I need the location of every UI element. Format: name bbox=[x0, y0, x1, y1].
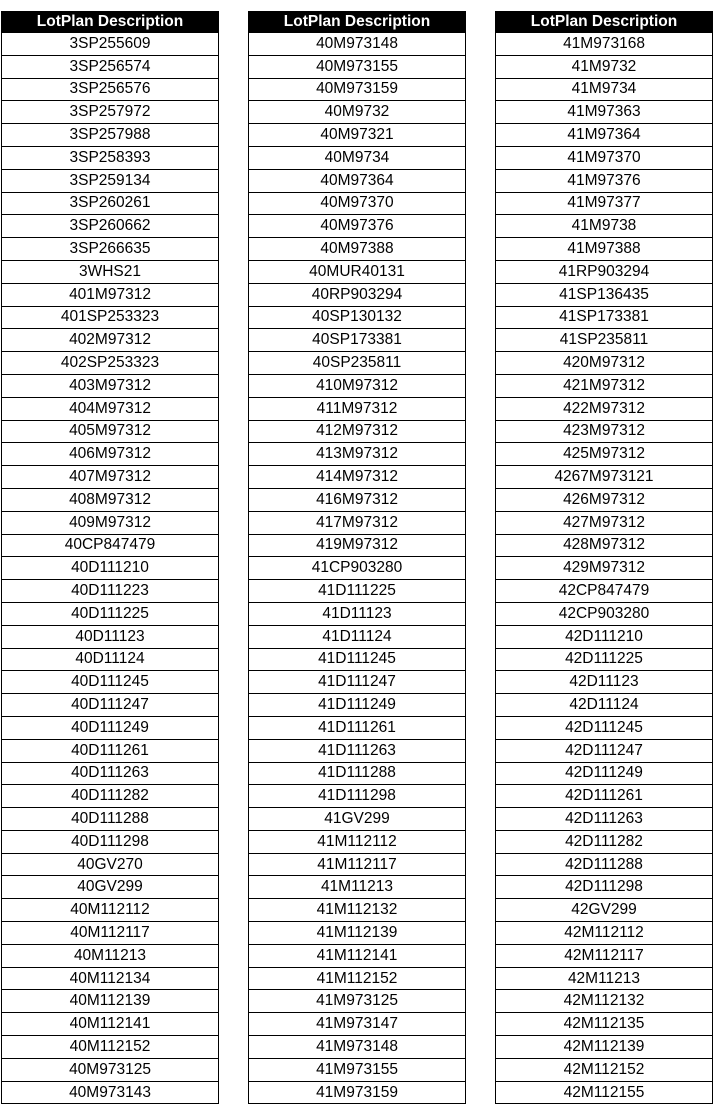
lotplan-cell: 40D111225 bbox=[2, 602, 219, 625]
lotplan-cell: 40CP847479 bbox=[2, 534, 219, 557]
lotplan-cell: 41M97377 bbox=[496, 192, 713, 215]
table-row bbox=[496, 1081, 713, 1104]
lotplan-cell: 41D111247 bbox=[249, 671, 466, 694]
table-row bbox=[249, 488, 466, 511]
table-row bbox=[2, 124, 219, 147]
table-row bbox=[249, 762, 466, 785]
table-row bbox=[496, 192, 713, 215]
table-row bbox=[2, 1058, 219, 1081]
table-row bbox=[496, 762, 713, 785]
table-row bbox=[496, 55, 713, 78]
table-row bbox=[496, 876, 713, 899]
lotplan-cell: 3SP260261 bbox=[2, 192, 219, 215]
table-row bbox=[2, 146, 219, 169]
lotplan-cell: 414M97312 bbox=[249, 466, 466, 489]
table-row bbox=[2, 1013, 219, 1036]
lotplan-cell: 42M112155 bbox=[496, 1081, 713, 1104]
lotplan-cell: 41M112152 bbox=[249, 967, 466, 990]
lotplan-cell: 41M97364 bbox=[496, 124, 713, 147]
table-row bbox=[249, 420, 466, 443]
table-row bbox=[249, 443, 466, 466]
lotplan-cell: 412M97312 bbox=[249, 420, 466, 443]
lotplan-cell: 409M97312 bbox=[2, 511, 219, 534]
lotplan-cell: 40MUR40131 bbox=[249, 260, 466, 283]
table-row bbox=[2, 580, 219, 603]
table-row bbox=[496, 1058, 713, 1081]
lotplan-table-2 bbox=[248, 11, 466, 1104]
lotplan-cell: 425M97312 bbox=[496, 443, 713, 466]
lotplan-cell: 40M112112 bbox=[2, 899, 219, 922]
table-row bbox=[249, 1013, 466, 1036]
table-row bbox=[249, 1036, 466, 1059]
lotplan-cell: 40M973143 bbox=[2, 1081, 219, 1104]
table-row bbox=[496, 283, 713, 306]
lotplan-cell: 40D111298 bbox=[2, 830, 219, 853]
table-row bbox=[2, 78, 219, 101]
table-row bbox=[2, 283, 219, 306]
lotplan-cell: 41M9738 bbox=[496, 215, 713, 238]
lotplan-cell: 41M112112 bbox=[249, 830, 466, 853]
lotplan-cell: 40D111210 bbox=[2, 557, 219, 580]
table-row bbox=[2, 260, 219, 283]
table-row bbox=[2, 739, 219, 762]
lotplan-cell: 42D111288 bbox=[496, 853, 713, 876]
lotplan-cell: 41D111249 bbox=[249, 694, 466, 717]
lotplan-cell: 41D11124 bbox=[249, 625, 466, 648]
lotplan-cell: 40M97364 bbox=[249, 169, 466, 192]
lotplan-cell: 41M112132 bbox=[249, 899, 466, 922]
lotplan-cell: 41D111298 bbox=[249, 785, 466, 808]
lotplan-cell: 422M97312 bbox=[496, 397, 713, 420]
table-row bbox=[496, 352, 713, 375]
table-row bbox=[496, 511, 713, 534]
lotplan-cell: 40M9732 bbox=[249, 101, 466, 124]
table-row bbox=[249, 78, 466, 101]
table-header-row bbox=[249, 12, 466, 33]
table-row bbox=[2, 352, 219, 375]
lotplan-cell: 41D111261 bbox=[249, 716, 466, 739]
lotplan-cell: 411M97312 bbox=[249, 397, 466, 420]
lotplan-cell: 42D111225 bbox=[496, 648, 713, 671]
lotplan-cell: 41M97388 bbox=[496, 238, 713, 261]
table-row bbox=[496, 329, 713, 352]
table-row bbox=[496, 739, 713, 762]
lotplan-cell: 42D111263 bbox=[496, 808, 713, 831]
table-row bbox=[496, 967, 713, 990]
lotplan-cell: 408M97312 bbox=[2, 488, 219, 511]
lotplan-cell: 40M97370 bbox=[249, 192, 466, 215]
table-row bbox=[2, 397, 219, 420]
lotplan-cell: 40D111249 bbox=[2, 716, 219, 739]
lotplan-cell: 41CP903280 bbox=[249, 557, 466, 580]
lotplan-table-3 bbox=[495, 11, 713, 1104]
lotplan-cell: 3SP266635 bbox=[2, 238, 219, 261]
lotplan-cell: 41SP136435 bbox=[496, 283, 713, 306]
lotplan-cell: 42D11124 bbox=[496, 694, 713, 717]
table-row bbox=[2, 1081, 219, 1104]
lotplan-cell: 40D11124 bbox=[2, 648, 219, 671]
lotplan-cell: 40M973155 bbox=[249, 55, 466, 78]
table-row bbox=[496, 1036, 713, 1059]
table-row bbox=[496, 488, 713, 511]
lotplan-cell: 407M97312 bbox=[2, 466, 219, 489]
table-row bbox=[2, 944, 219, 967]
lotplan-cell: 40M112139 bbox=[2, 990, 219, 1013]
table-row bbox=[496, 306, 713, 329]
lotplan-cell: 401M97312 bbox=[2, 283, 219, 306]
table-row bbox=[249, 374, 466, 397]
lotplan-cell: 4267M973121 bbox=[496, 466, 713, 489]
table-row bbox=[496, 694, 713, 717]
table-row bbox=[249, 352, 466, 375]
table-row bbox=[496, 830, 713, 853]
column-header: LotPlan Description bbox=[2, 12, 219, 33]
table-row bbox=[496, 671, 713, 694]
lotplan-cell: 3SP257972 bbox=[2, 101, 219, 124]
lotplan-cell: 3WHS21 bbox=[2, 260, 219, 283]
table-row bbox=[496, 260, 713, 283]
table-row bbox=[2, 899, 219, 922]
table-row bbox=[496, 146, 713, 169]
table-row bbox=[249, 124, 466, 147]
table-row bbox=[2, 922, 219, 945]
lotplan-cell: 40M97321 bbox=[249, 124, 466, 147]
lotplan-cell: 401SP253323 bbox=[2, 306, 219, 329]
lotplan-cell: 40M973148 bbox=[249, 33, 466, 56]
lotplan-cell: 40GV270 bbox=[2, 853, 219, 876]
table-row bbox=[249, 169, 466, 192]
lotplan-cell: 40D111245 bbox=[2, 671, 219, 694]
table-row bbox=[496, 922, 713, 945]
lotplan-cell: 416M97312 bbox=[249, 488, 466, 511]
lotplan-cell: 41M973147 bbox=[249, 1013, 466, 1036]
table-row bbox=[2, 443, 219, 466]
lotplan-cell: 41M9734 bbox=[496, 78, 713, 101]
lotplan-cell: 42D111282 bbox=[496, 830, 713, 853]
table-row bbox=[249, 853, 466, 876]
table-row bbox=[2, 1036, 219, 1059]
lotplan-cell: 40D111282 bbox=[2, 785, 219, 808]
lotplan-cell: 41M97370 bbox=[496, 146, 713, 169]
table-row bbox=[249, 580, 466, 603]
column-header: LotPlan Description bbox=[496, 12, 713, 33]
lotplan-cell: 41M973148 bbox=[249, 1036, 466, 1059]
table-row bbox=[249, 739, 466, 762]
table-row bbox=[496, 374, 713, 397]
table-row bbox=[496, 101, 713, 124]
table-row bbox=[2, 534, 219, 557]
lotplan-cell: 406M97312 bbox=[2, 443, 219, 466]
table-row bbox=[496, 534, 713, 557]
table-row bbox=[249, 397, 466, 420]
lotplan-cell: 3SP260662 bbox=[2, 215, 219, 238]
table-row bbox=[496, 397, 713, 420]
table-row bbox=[249, 967, 466, 990]
table-row bbox=[496, 1013, 713, 1036]
table-row bbox=[249, 944, 466, 967]
table-row bbox=[496, 580, 713, 603]
table-row bbox=[249, 306, 466, 329]
table-row bbox=[2, 488, 219, 511]
lotplan-cell: 417M97312 bbox=[249, 511, 466, 534]
table-row bbox=[496, 420, 713, 443]
table-row bbox=[496, 169, 713, 192]
lotplan-cell: 42M11213 bbox=[496, 967, 713, 990]
table-row bbox=[249, 625, 466, 648]
lotplan-cell: 40D111223 bbox=[2, 580, 219, 603]
table-row bbox=[249, 922, 466, 945]
lotplan-cell: 3SP256574 bbox=[2, 55, 219, 78]
table-row bbox=[2, 33, 219, 56]
lotplan-cell: 427M97312 bbox=[496, 511, 713, 534]
table-header-row bbox=[496, 12, 713, 33]
lotplan-cell: 42D111210 bbox=[496, 625, 713, 648]
table-row bbox=[2, 808, 219, 831]
table-row bbox=[2, 602, 219, 625]
table-body bbox=[496, 33, 713, 1104]
table-row bbox=[249, 1058, 466, 1081]
lotplan-cell: 40SP235811 bbox=[249, 352, 466, 375]
lotplan-cell: 41M112141 bbox=[249, 944, 466, 967]
table-row bbox=[496, 990, 713, 1013]
lotplan-cell: 41M112139 bbox=[249, 922, 466, 945]
table-row bbox=[249, 671, 466, 694]
table-row bbox=[2, 625, 219, 648]
table-row bbox=[2, 192, 219, 215]
lotplan-cell: 41D111245 bbox=[249, 648, 466, 671]
table-row bbox=[496, 716, 713, 739]
table-row bbox=[249, 283, 466, 306]
lotplan-cell: 413M97312 bbox=[249, 443, 466, 466]
table-row bbox=[2, 694, 219, 717]
table-row bbox=[2, 671, 219, 694]
lotplan-cell: 42GV299 bbox=[496, 899, 713, 922]
table-row bbox=[249, 329, 466, 352]
table-row bbox=[249, 876, 466, 899]
table-row bbox=[2, 420, 219, 443]
lotplan-cell: 42D11123 bbox=[496, 671, 713, 694]
table-row bbox=[249, 785, 466, 808]
table-row bbox=[2, 557, 219, 580]
table-row bbox=[249, 557, 466, 580]
lotplan-cell: 426M97312 bbox=[496, 488, 713, 511]
lotplan-cell: 429M97312 bbox=[496, 557, 713, 580]
lotplan-cell: 40M97388 bbox=[249, 238, 466, 261]
lotplan-cell: 3SP257988 bbox=[2, 124, 219, 147]
lotplan-cell: 40D111288 bbox=[2, 808, 219, 831]
lotplan-cell: 420M97312 bbox=[496, 352, 713, 375]
lotplan-cell: 40M112134 bbox=[2, 967, 219, 990]
table-row bbox=[496, 78, 713, 101]
table-row bbox=[496, 648, 713, 671]
lotplan-cell: 40SP130132 bbox=[249, 306, 466, 329]
lotplan-cell: 41M97363 bbox=[496, 101, 713, 124]
lotplan-cell: 41M973168 bbox=[496, 33, 713, 56]
table-row bbox=[2, 967, 219, 990]
table-row bbox=[2, 306, 219, 329]
lotplan-cell: 428M97312 bbox=[496, 534, 713, 557]
lotplan-cell: 41M112117 bbox=[249, 853, 466, 876]
lotplan-cell: 402M97312 bbox=[2, 329, 219, 352]
lotplan-cell: 40M97376 bbox=[249, 215, 466, 238]
table-row bbox=[249, 602, 466, 625]
lotplan-cell: 40RP903294 bbox=[249, 283, 466, 306]
lotplan-cell: 41M9732 bbox=[496, 55, 713, 78]
table-row bbox=[2, 648, 219, 671]
lotplan-cell: 41M973159 bbox=[249, 1081, 466, 1104]
lotplan-cell: 42D111298 bbox=[496, 876, 713, 899]
lotplan-cell: 40M9734 bbox=[249, 146, 466, 169]
table-row bbox=[2, 169, 219, 192]
lotplan-cell: 404M97312 bbox=[2, 397, 219, 420]
lotplan-cell: 41SP173381 bbox=[496, 306, 713, 329]
table-row bbox=[249, 534, 466, 557]
table-row bbox=[2, 466, 219, 489]
table-row bbox=[2, 55, 219, 78]
table-row bbox=[249, 1081, 466, 1104]
table-row bbox=[2, 853, 219, 876]
table-row bbox=[496, 238, 713, 261]
lotplan-cell: 3SP255609 bbox=[2, 33, 219, 56]
table-row bbox=[249, 146, 466, 169]
table-row bbox=[249, 511, 466, 534]
lotplan-cell: 40M112117 bbox=[2, 922, 219, 945]
lotplan-cell: 42M112139 bbox=[496, 1036, 713, 1059]
lotplan-cell: 42M112117 bbox=[496, 944, 713, 967]
table-row bbox=[249, 830, 466, 853]
lotplan-cell: 41RP903294 bbox=[496, 260, 713, 283]
lotplan-cell: 41SP235811 bbox=[496, 329, 713, 352]
lotplan-cell: 423M97312 bbox=[496, 420, 713, 443]
table-row bbox=[496, 443, 713, 466]
table-row bbox=[249, 694, 466, 717]
table-row bbox=[496, 808, 713, 831]
table-body bbox=[249, 33, 466, 1104]
lotplan-cell: 42M112135 bbox=[496, 1013, 713, 1036]
table-row bbox=[496, 466, 713, 489]
lotplan-cell: 42D111247 bbox=[496, 739, 713, 762]
table-row bbox=[249, 466, 466, 489]
lotplan-cell: 40M11213 bbox=[2, 944, 219, 967]
lotplan-cell: 40M973159 bbox=[249, 78, 466, 101]
lotplan-cell: 41D111263 bbox=[249, 739, 466, 762]
table-row bbox=[496, 215, 713, 238]
table-row bbox=[496, 785, 713, 808]
table-row bbox=[496, 557, 713, 580]
table-row bbox=[496, 625, 713, 648]
lotplan-cell: 403M97312 bbox=[2, 374, 219, 397]
lotplan-cell: 41D11123 bbox=[249, 602, 466, 625]
table-row bbox=[249, 238, 466, 261]
lotplan-cell: 42M112112 bbox=[496, 922, 713, 945]
table-row bbox=[249, 648, 466, 671]
lotplan-cell: 402SP253323 bbox=[2, 352, 219, 375]
table-row bbox=[496, 944, 713, 967]
table-row bbox=[249, 899, 466, 922]
lotplan-cell: 40M112152 bbox=[2, 1036, 219, 1059]
lotplan-cell: 42M112132 bbox=[496, 990, 713, 1013]
lotplan-cell: 42CP847479 bbox=[496, 580, 713, 603]
table-row bbox=[249, 101, 466, 124]
table-row bbox=[2, 329, 219, 352]
lotplan-cell: 40D111263 bbox=[2, 762, 219, 785]
table-row bbox=[2, 716, 219, 739]
table-row bbox=[496, 602, 713, 625]
lotplan-cell: 42D111249 bbox=[496, 762, 713, 785]
lotplan-table-1 bbox=[1, 11, 219, 1104]
lotplan-cell: 42D111261 bbox=[496, 785, 713, 808]
table-header-row bbox=[2, 12, 219, 33]
column-header: LotPlan Description bbox=[249, 12, 466, 33]
lotplan-cell: 41M973155 bbox=[249, 1058, 466, 1081]
table-row bbox=[2, 511, 219, 534]
table-row bbox=[249, 260, 466, 283]
lotplan-cell: 410M97312 bbox=[249, 374, 466, 397]
table-row bbox=[496, 899, 713, 922]
table-row bbox=[2, 215, 219, 238]
table-row bbox=[2, 374, 219, 397]
lotplan-cell: 42CP903280 bbox=[496, 602, 713, 625]
lotplan-cell: 40SP173381 bbox=[249, 329, 466, 352]
lotplan-cell: 41M97376 bbox=[496, 169, 713, 192]
table-row bbox=[249, 215, 466, 238]
table-row bbox=[249, 33, 466, 56]
lotplan-cell: 405M97312 bbox=[2, 420, 219, 443]
table-row bbox=[249, 808, 466, 831]
table-row bbox=[2, 785, 219, 808]
table-row bbox=[2, 101, 219, 124]
lotplan-cell: 41M11213 bbox=[249, 876, 466, 899]
lotplan-cell: 3SP258393 bbox=[2, 146, 219, 169]
table-row bbox=[249, 716, 466, 739]
lotplan-cell: 40D111247 bbox=[2, 694, 219, 717]
table-row bbox=[496, 124, 713, 147]
lotplan-cell: 40D11123 bbox=[2, 625, 219, 648]
lotplan-cell: 41D111225 bbox=[249, 580, 466, 603]
table-row bbox=[249, 55, 466, 78]
table-row bbox=[496, 853, 713, 876]
lotplan-cell: 41D111288 bbox=[249, 762, 466, 785]
lotplan-cell: 421M97312 bbox=[496, 374, 713, 397]
lotplan-cell: 419M97312 bbox=[249, 534, 466, 557]
table-row bbox=[249, 192, 466, 215]
table-body bbox=[2, 33, 219, 1104]
lotplan-cell: 42M112152 bbox=[496, 1058, 713, 1081]
lotplan-cell: 41GV299 bbox=[249, 808, 466, 831]
lotplan-cell: 3SP256576 bbox=[2, 78, 219, 101]
lotplan-cell: 42D111245 bbox=[496, 716, 713, 739]
table-row bbox=[2, 990, 219, 1013]
lotplan-cell: 40GV299 bbox=[2, 876, 219, 899]
table-row bbox=[2, 238, 219, 261]
lotplan-cell: 40D111261 bbox=[2, 739, 219, 762]
table-row bbox=[496, 33, 713, 56]
table-row bbox=[2, 876, 219, 899]
lotplan-cell: 41M973125 bbox=[249, 990, 466, 1013]
table-row bbox=[2, 830, 219, 853]
table-row bbox=[2, 762, 219, 785]
lotplan-cell: 3SP259134 bbox=[2, 169, 219, 192]
table-row bbox=[249, 990, 466, 1013]
lotplan-cell: 40M112141 bbox=[2, 1013, 219, 1036]
lotplan-cell: 40M973125 bbox=[2, 1058, 219, 1081]
